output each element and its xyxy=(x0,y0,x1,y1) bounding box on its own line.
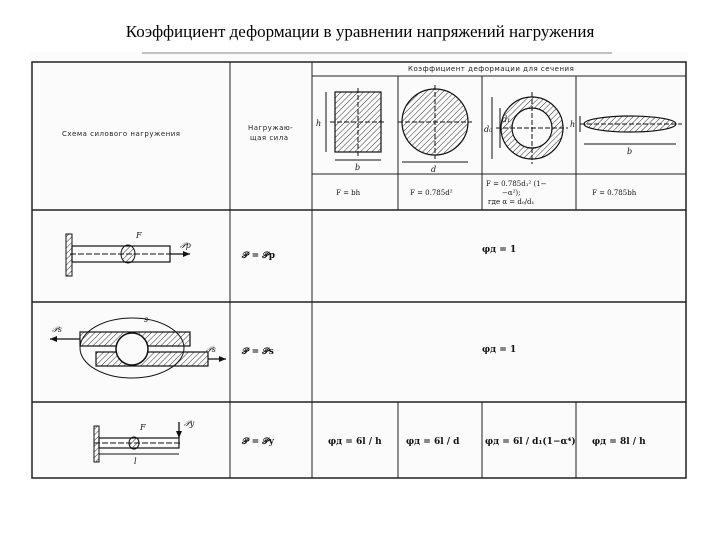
label-l-row3: l xyxy=(134,457,137,466)
label-P-row2-right: 𝒫s xyxy=(206,345,216,354)
header-force-line2: щая сила xyxy=(250,134,289,142)
area-ring-3: где α = d₀/d₁ xyxy=(488,198,535,206)
dim-b-rect: b xyxy=(355,163,361,172)
section-ring xyxy=(484,92,568,164)
header-force-line1: Нагружаю- xyxy=(248,124,294,132)
section-circle xyxy=(398,85,472,174)
page-title: Коэффициент деформации в уравнении напряжений нагружения xyxy=(125,22,595,41)
label-s-row2: s xyxy=(144,315,149,324)
section-rectangle xyxy=(316,88,386,172)
label-P-row1: 𝒫p xyxy=(180,241,191,250)
dim-d-circle: d xyxy=(431,165,437,174)
area-circle: F = 0.785d² xyxy=(410,189,453,197)
coef-row3-ring: φд = 6l / d₁(1−α⁴) xyxy=(485,437,576,447)
area-ellipse: F = 0.785bh xyxy=(592,189,637,197)
area-ring-2: −α²); xyxy=(502,189,521,197)
dim-d0-ring: d₀ xyxy=(484,125,493,134)
coef-row3-rect: φд = 6l / h xyxy=(328,437,382,447)
force-row2: 𝒫 = 𝒫s xyxy=(242,347,274,357)
header-scheme: Схема силового нагружения xyxy=(62,130,181,138)
scheme-tension xyxy=(66,231,191,276)
label-F-row1: F xyxy=(136,231,142,240)
force-row3: 𝒫 = 𝒫y xyxy=(242,437,275,447)
section-ellipse xyxy=(570,116,682,156)
table-drawing xyxy=(30,52,688,480)
force-row1: 𝒫 = 𝒫p xyxy=(242,251,276,261)
scanned-table xyxy=(30,52,688,480)
coef-row3-circle: φд = 6l / d xyxy=(406,437,460,447)
label-F-row3: F xyxy=(140,423,146,432)
label-P-row3: 𝒫y xyxy=(184,419,195,428)
coef-row1: φд = 1 xyxy=(482,245,517,255)
coef-row3-ellipse: φд = 8l / h xyxy=(592,437,646,447)
dim-h-rect: h xyxy=(316,119,322,128)
area-ring-1: F = 0.785d₁² (1− xyxy=(486,180,547,188)
dim-h-ellipse: h xyxy=(570,120,576,129)
dim-d1-ring: d₁ xyxy=(502,115,511,124)
scheme-bending xyxy=(94,419,195,466)
scheme-shear xyxy=(50,315,226,378)
dim-b-ellipse: b xyxy=(627,147,633,156)
label-P-row2-left: 𝒫s xyxy=(52,325,62,334)
coef-row2: φд = 1 xyxy=(482,345,517,355)
area-rect: F = bh xyxy=(336,189,361,197)
header-coef: Коэффициент деформации для сечения xyxy=(408,65,575,73)
